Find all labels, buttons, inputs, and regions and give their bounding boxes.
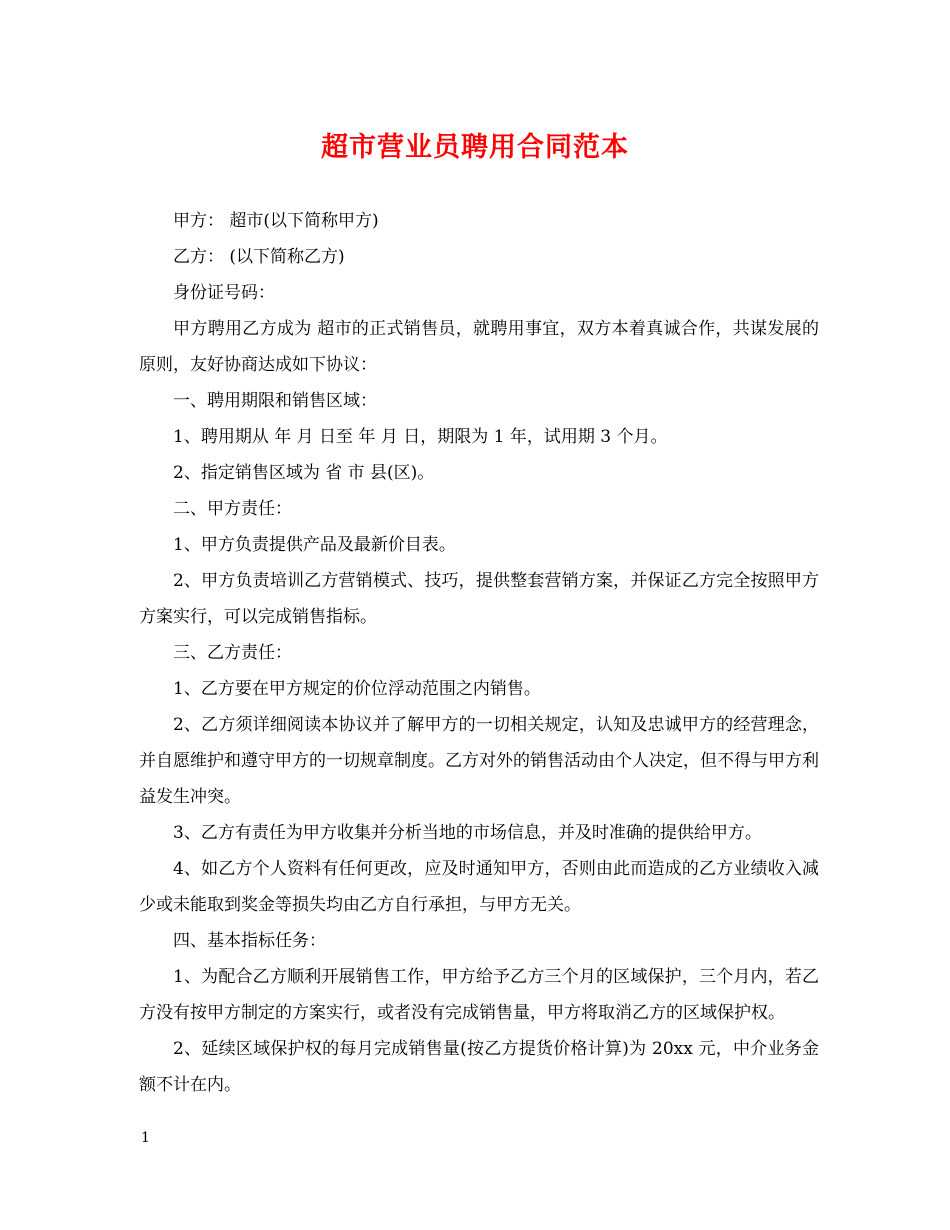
clause-3-4: 4、如乙方个人资料有任何更改，应及时通知甲方，否则由此而造成的乙方业绩收入减少或未能取到奖金等损失均由乙方自行承担，与甲方无关。 (139, 859, 819, 915)
section-heading-1: 一、聘用期限和销售区域： (173, 391, 377, 411)
party-a-line: 甲方： 超市(以下简称甲方) (173, 211, 379, 231)
clause-3-2: 2、乙方须详细阅读本协议并了解甲方的一切相关规定，认知及忠诚甲方的经营理念，并自愿维护和遵守甲方的一切规章制度。乙方对外的销售活动由个人决定，但不得与甲方利益发生冲突。 (139, 715, 819, 807)
clause-1-2: 2、指定销售区域为 省 市 县(区)。 (173, 463, 435, 483)
clause-1-1: 1、聘用期从 年 月 日至 年 月 日，期限为 1 年，试用期 3 个月。 (173, 427, 668, 447)
id-number-line: 身份证号码： (173, 283, 275, 303)
section-heading-2: 二、甲方责任： (173, 499, 292, 519)
clause-3-1: 1、乙方要在甲方规定的价位浮动范围之内销售。 (173, 679, 541, 699)
clause-3-3: 3、乙方有责任为甲方收集并分析当地的市场信息，并及时准确的提供给甲方。 (173, 823, 762, 843)
party-b-line: 乙方： (以下简称乙方) (173, 247, 345, 267)
clause-2-2: 2、甲方负责培训乙方营销模式、技巧，提供整套营销方案，并保证乙方完全按照甲方方案实行，可以完成销售指标。 (139, 571, 819, 627)
section-heading-4: 四、基本指标任务： (173, 931, 326, 951)
clause-2-1: 1、甲方负责提供产品及最新价目表。 (173, 535, 456, 555)
clause-4-1: 1、为配合乙方顺利开展销售工作，甲方给予乙方三个月的区域保护，三个月内，若乙方没有按甲方制定的方案实行，或者没有完成销售量，甲方将取消乙方的区域保护权。 (139, 967, 819, 1023)
clause-4-2: 2、延续区域保护权的每月完成销售量(按乙方提货价格计算)为 20xx 元，中介业务金额不计在内。 (139, 1039, 819, 1095)
section-heading-3: 三、乙方责任： (173, 643, 292, 663)
contract-body (139, 203, 819, 1103)
document-title: 超市营业员聘用合同范本 (321, 132, 629, 163)
intro-paragraph: 甲方聘用乙方成为 超市的正式销售员，就聘用事宜，双方本着真诚合作，共谋发展的原则，友好协商达成如下协议： (139, 319, 819, 375)
page-number: 1 (141, 1130, 150, 1146)
